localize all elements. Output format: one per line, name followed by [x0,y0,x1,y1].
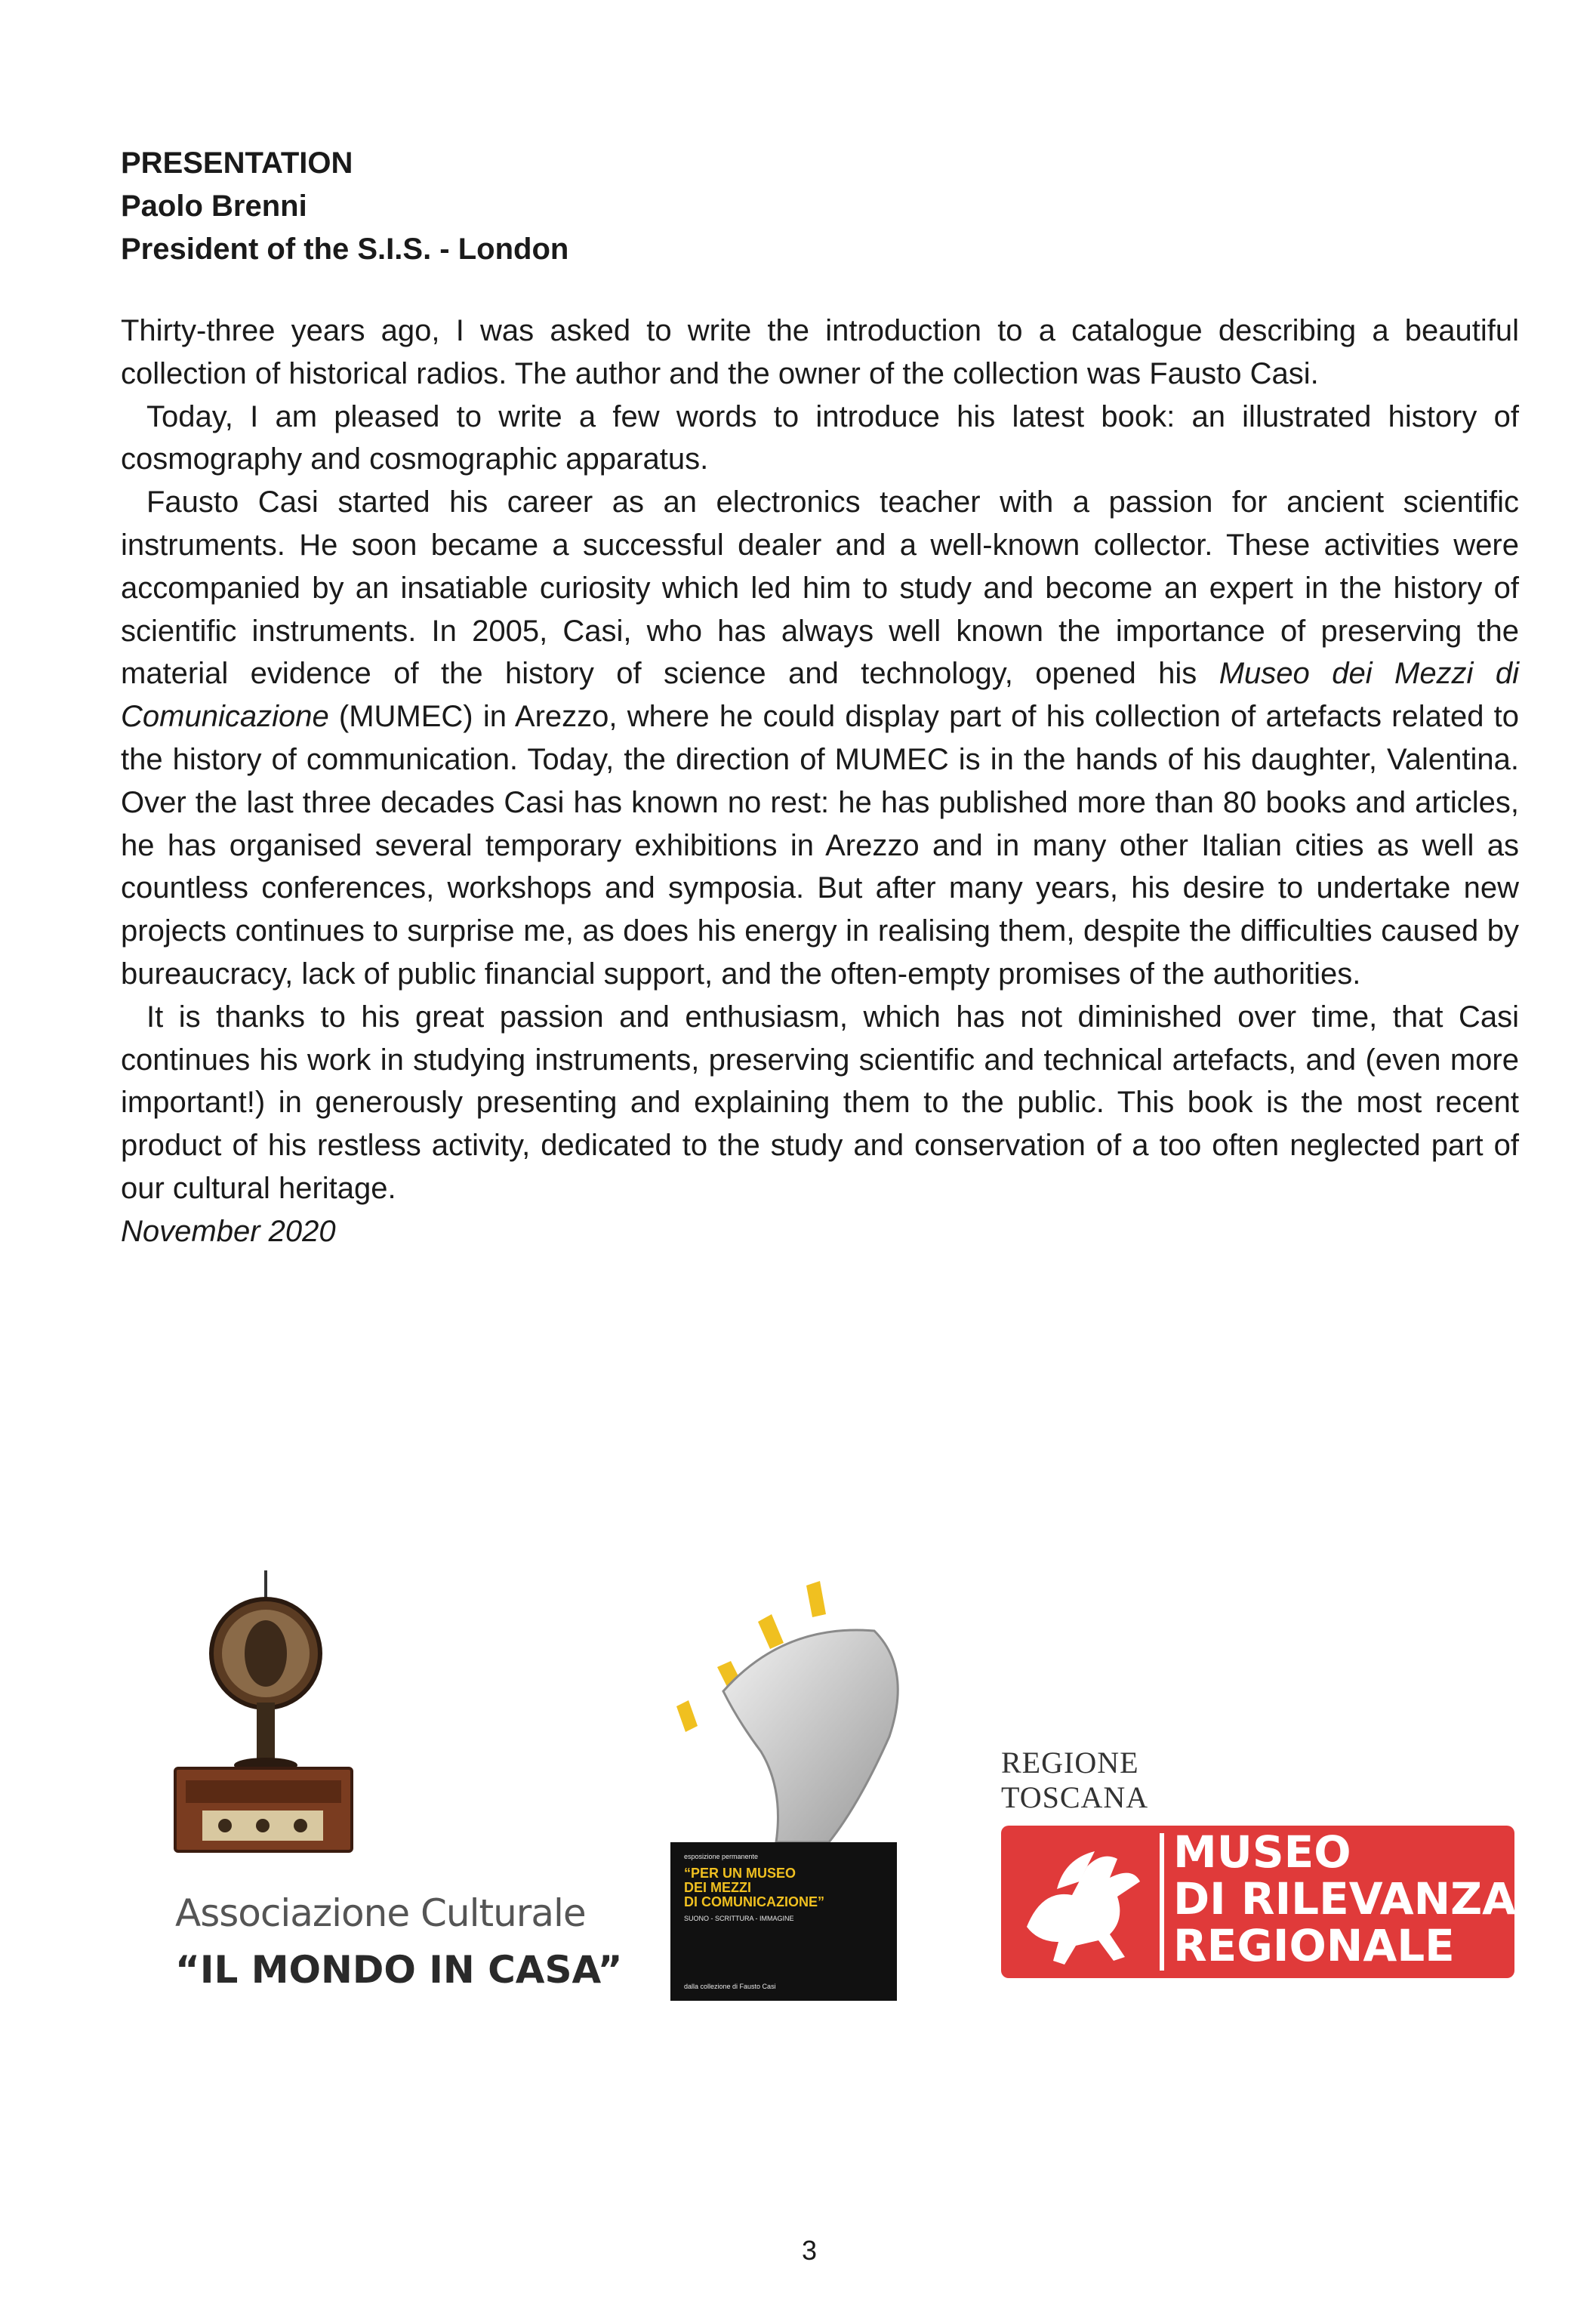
association-title: “IL MONDO IN CASA” [175,1948,623,1992]
poster-top: esposizione permanente [684,1853,759,1860]
date: November 2020 [121,1214,336,1248]
paragraph-4: It is thanks to his great passion and enthusiasm, which has not diminished over time, that Casi continues his work in studying instruments, preserving scientific and technical artefacts, and (even more important!) in generously presenting and explaining them to the public. This book is the most recent product of his restless activity, dedicated to the study and conservation of a too often neglected part of our cultural heritage. [121,1000,1519,1205]
presentation-header [121,142,568,271]
body-text [121,310,1519,1253]
badge-divider [1160,1833,1164,1971]
association-name: Associazione Culturale [175,1891,586,1935]
poster-footer: dalla collezione di Fausto Casi [684,1983,776,1990]
antique-radio-icon [172,1570,361,1861]
paragraph-3 [121,481,1519,996]
paragraph-1: Thirty-three years ago, I was asked to write the introduction to a catalogue describing a beautiful collection of historical radios. The author and the owner of the collection was Fausto Casi. [121,314,1519,390]
museum-name: Museo dei Mezzi di Comunicazione [121,657,1519,734]
museo-rilevanza-badge [1001,1826,1517,1978]
paragraph-2: Today, I am pleased to write a few words to introduce his latest book: an illustrated history of cosmography and cosmographic apparatus. [121,399,1519,476]
pegasus-icon [1012,1836,1148,1968]
section-title: PRESENTATION [121,146,353,180]
exhibition-poster [670,1842,897,2001]
paragraph-3-start: Fausto Casi started his career as an electronics teacher with a passion for ancient scientific instruments. He soon became a successful dealer and a well-known collector. These activities were accompanied by an insatiable curiosity which led him to study and become an expert in the history of scientific instruments. In 2005, Casi, who has always well known the importance of preserving the material evidence of the history of science and technology, opened his [121,485,1519,691]
gramophone-horn-icon [670,1578,912,1850]
paragraph-3-end: (MUMEC) in Arezzo, where he could display part of his collection of artefacts related to the history of communication. Today, the direction of MUMEC is in the hands of his daughter, Valentina. Over the last three decades Casi has known no rest: he has published more than 80 books and articles, he has organised several temporary exhibitions in Arezzo and in many other Italian cities as well as countless conferences, workshops and symposia. But after many years, his desire to undertake new projects continues to surprise me, as does his energy in realising them, despite the difficulties caused by bureaucracy, lack of public financial support, and the often-empty promises of the authorities. [121,700,1519,991]
page-number: 3 [801,2235,818,2266]
poster-title: “PER UN MUSEO DEI MEZZI DI COMUNICAZIONE” [684,1866,824,1909]
author-name: Paolo Brenni [121,190,307,223]
author-role: President of the S.I.S. - London [121,233,569,266]
poster-subtitle: SUONO - SCRITTURA - IMMAGINE [684,1915,794,1922]
museo-text: MUSEO DI RILEVANZA REGIONALE [1173,1826,1517,1971]
regione-toscana-label: REGIONE TOSCANA [1001,1746,1149,1814]
